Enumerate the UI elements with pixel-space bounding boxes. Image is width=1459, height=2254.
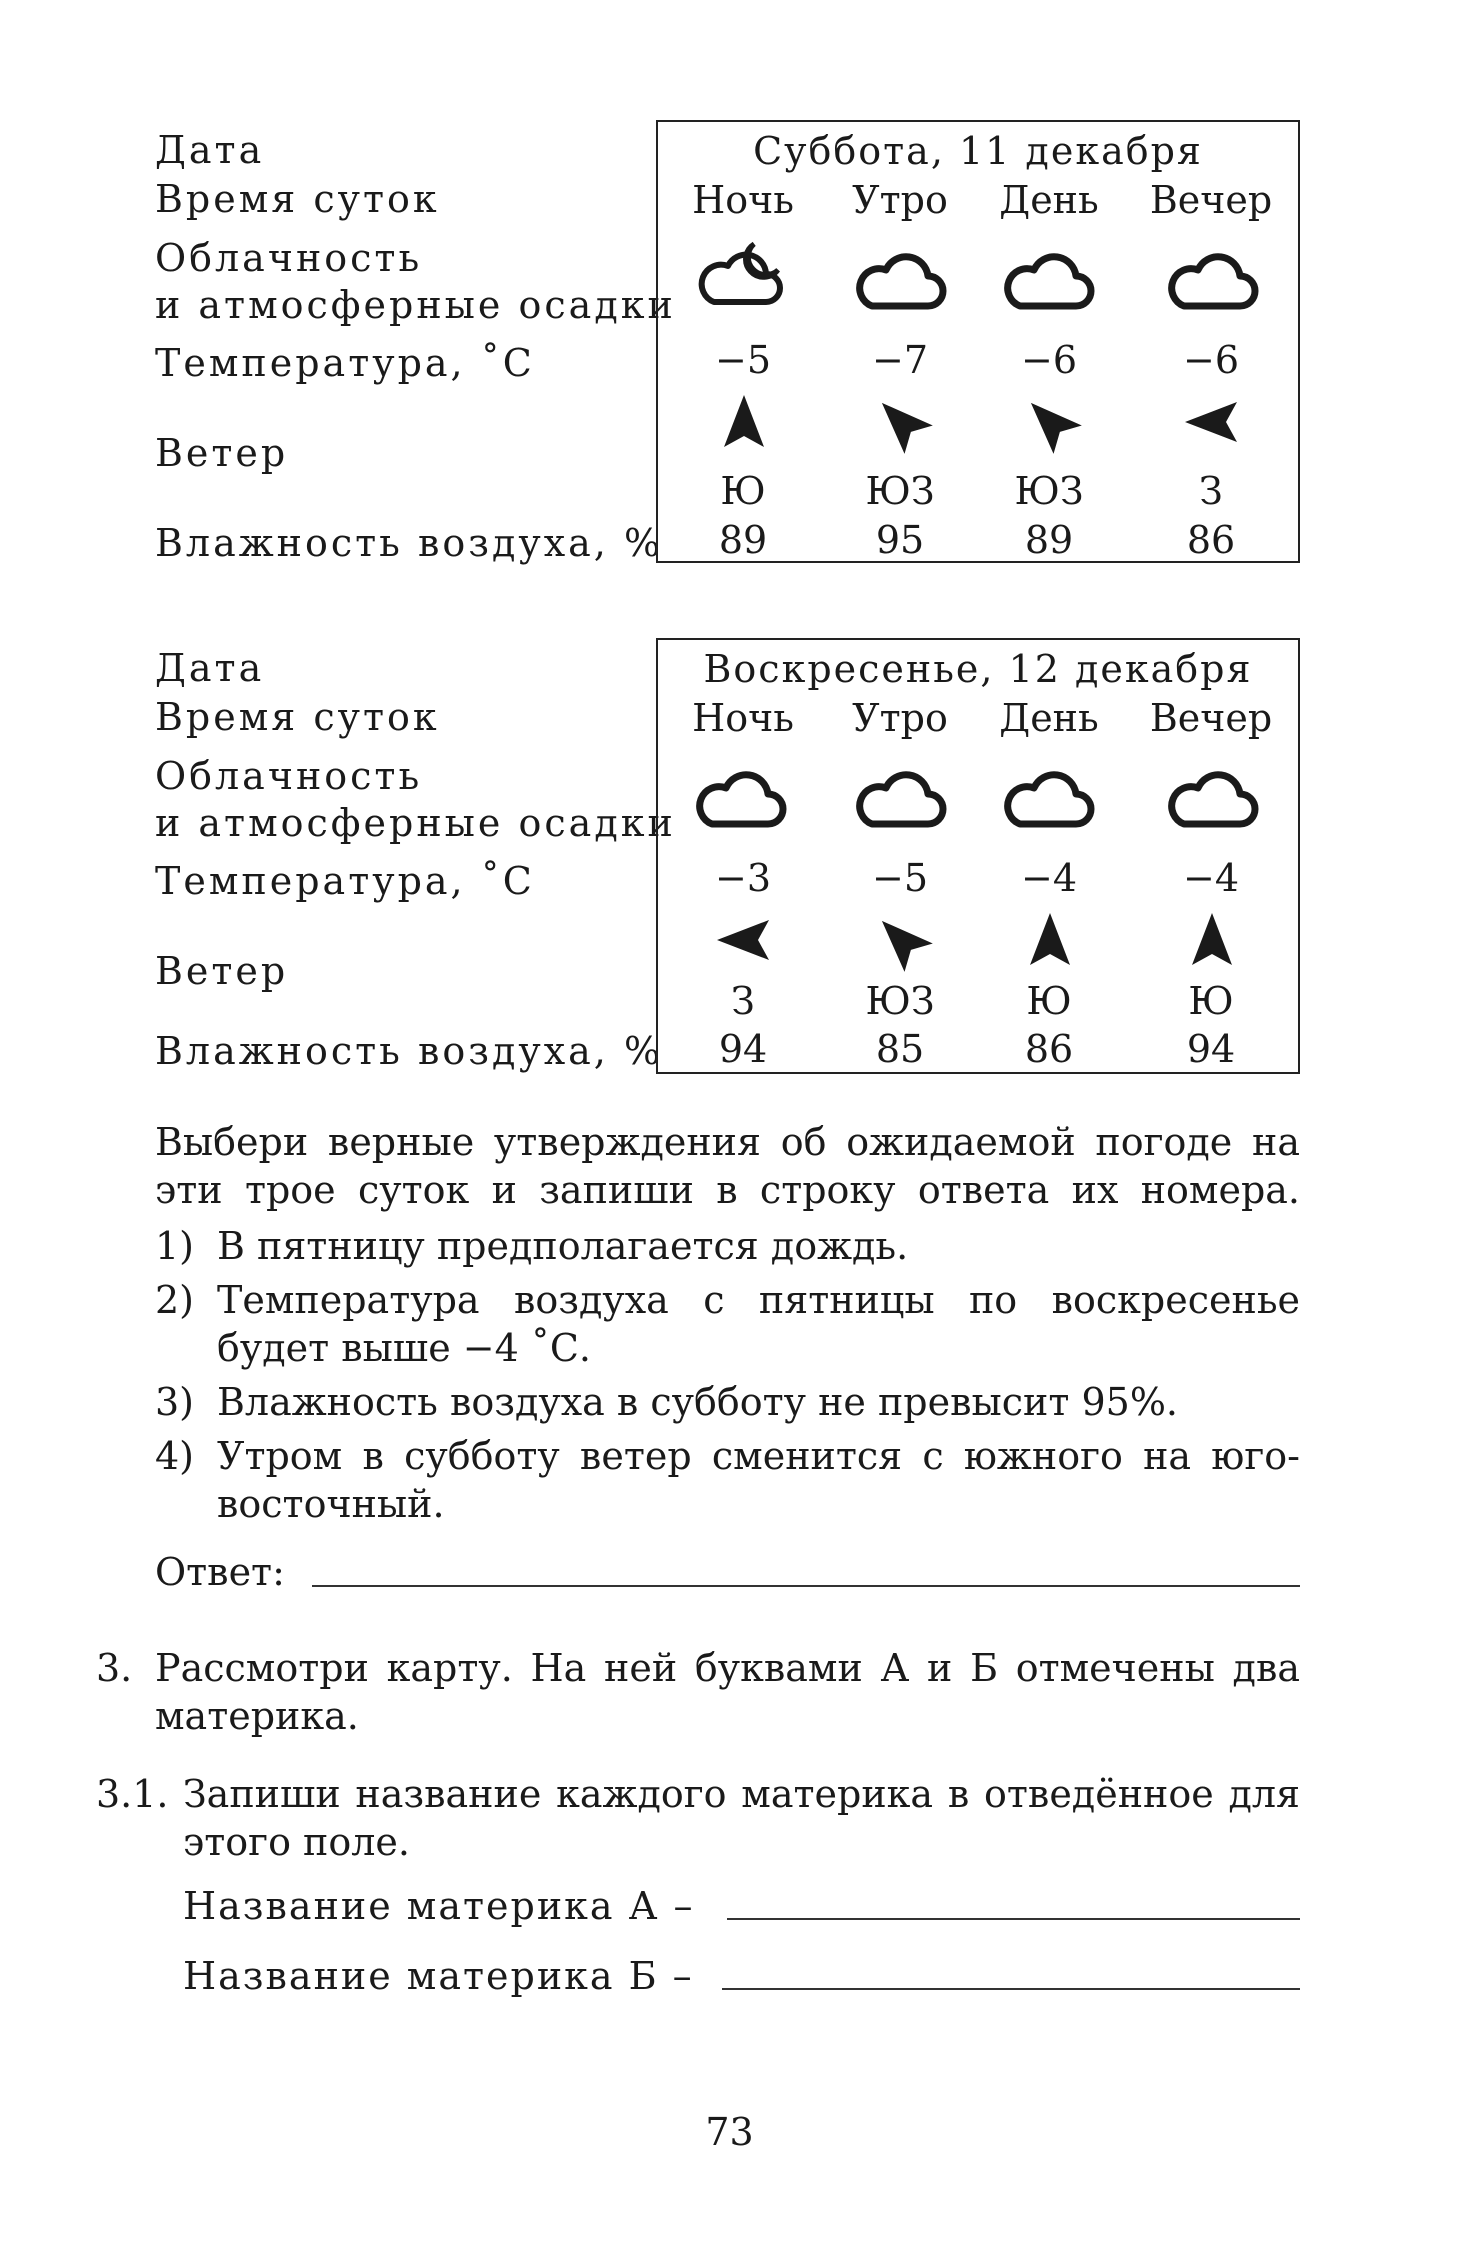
cloud-icon bbox=[696, 764, 788, 834]
humidity-evening: 86 bbox=[1186, 518, 1236, 562]
question-text: Рассмотри карту. На ней буквами А и Б отмечены два материка. bbox=[155, 1646, 1300, 1738]
wind-dir-day: ЮЗ bbox=[1014, 469, 1084, 513]
wind-dir-evening: З bbox=[1199, 469, 1223, 513]
statement-number: 4) bbox=[155, 1434, 195, 1478]
wind-dir-evening: Ю bbox=[1188, 979, 1234, 1023]
label-wind: Ветер bbox=[155, 431, 289, 475]
period-morning: Утро bbox=[852, 178, 948, 222]
temp-evening: −4 bbox=[1182, 856, 1240, 900]
humidity-morning: 85 bbox=[875, 1027, 925, 1071]
temp-night: −3 bbox=[714, 856, 772, 900]
wind-arrow-icon bbox=[1182, 392, 1242, 452]
label-cloudiness: Облачность bbox=[155, 236, 423, 280]
page-number: 73 bbox=[705, 2110, 754, 2154]
temp-day: −6 bbox=[1020, 338, 1078, 382]
wind-arrow-icon bbox=[1020, 910, 1080, 970]
humidity-day: 86 bbox=[1024, 1027, 1074, 1071]
statement-text: В пятницу предполагается дождь. bbox=[217, 1224, 909, 1268]
wind-arrow-icon bbox=[714, 910, 774, 970]
wind-arrow-icon bbox=[1008, 380, 1093, 465]
wind-dir-morning: ЮЗ bbox=[865, 469, 935, 513]
wind-dir-morning: ЮЗ bbox=[865, 979, 935, 1023]
humidity-night: 89 bbox=[718, 518, 768, 562]
statement-text: Температура воздуха с пятницы по воскресенье будет выше −4 ˚С. bbox=[217, 1278, 1300, 1370]
humidity-night: 94 bbox=[718, 1027, 768, 1071]
label-precipitation: и атмосферные осадки bbox=[155, 801, 676, 845]
temp-night: −5 bbox=[714, 338, 772, 382]
forecast-date: Воскресенье, 12 декабря bbox=[703, 647, 1253, 691]
wind-arrow-icon bbox=[859, 380, 944, 465]
temp-day: −4 bbox=[1020, 856, 1078, 900]
label-precipitation: и атмосферные осадки bbox=[155, 283, 676, 327]
period-evening: Вечер bbox=[1149, 178, 1273, 222]
temp-morning: −7 bbox=[871, 338, 929, 382]
label-temperature: Температура, ˚С bbox=[155, 859, 535, 903]
forecast-table bbox=[656, 638, 1300, 1074]
wind-arrow-icon bbox=[714, 392, 774, 452]
temp-morning: −5 bbox=[871, 856, 929, 900]
cloud-icon bbox=[1168, 764, 1260, 834]
label-wind: Ветер bbox=[155, 949, 289, 993]
period-day: День bbox=[999, 178, 1099, 222]
period-day: День bbox=[999, 696, 1099, 740]
label-time-of-day: Время суток bbox=[155, 177, 440, 221]
statement-text: Влажность воздуха в субботу не превысит 95%. bbox=[217, 1380, 1179, 1424]
label-temperature: Температура, ˚С bbox=[155, 341, 535, 385]
question-text: Запиши название каждого материка в отведённое для этого поле. bbox=[183, 1772, 1300, 1864]
cloud-icon bbox=[856, 764, 948, 834]
statement-text: Утром в субботу ветер сменится с южного на юго-восточный. bbox=[217, 1434, 1300, 1526]
cloud-icon bbox=[856, 246, 948, 316]
period-night: Ночь bbox=[692, 178, 794, 222]
cloud-icon bbox=[1168, 246, 1260, 316]
humidity-day: 89 bbox=[1024, 518, 1074, 562]
wind-dir-night: Ю bbox=[720, 469, 766, 513]
forecast-table bbox=[656, 120, 1300, 563]
humidity-evening: 94 bbox=[1186, 1027, 1236, 1071]
answer-label: Ответ: bbox=[155, 1550, 285, 1594]
period-evening: Вечер bbox=[1149, 696, 1273, 740]
period-night: Ночь bbox=[692, 696, 794, 740]
answer-field[interactable] bbox=[312, 1585, 1300, 1587]
wind-arrow-icon bbox=[859, 898, 944, 983]
forecast-block-sunday bbox=[0, 518, 1459, 1073]
label-time-of-day: Время суток bbox=[155, 695, 440, 739]
task-instruction: Выбери верные утверждения об ожидаемой погоде на эти трое суток и запиши в строку ответа их номера. bbox=[155, 1120, 1300, 1212]
cloud-icon bbox=[1004, 764, 1096, 834]
statement-number: 3) bbox=[155, 1380, 195, 1424]
label-cloudiness: Облачность bbox=[155, 754, 423, 798]
continent-b-label: Название материка Б – bbox=[183, 1954, 694, 1998]
period-morning: Утро bbox=[852, 696, 948, 740]
continent-a-field[interactable] bbox=[727, 1918, 1300, 1920]
cloud-icon bbox=[1004, 246, 1096, 316]
label-humidity: Влажность воздуха, % bbox=[155, 521, 664, 565]
forecast-block-saturday bbox=[0, 0, 1459, 565]
wind-arrow-icon bbox=[1182, 910, 1242, 970]
temp-evening: −6 bbox=[1182, 338, 1240, 382]
question-number: 3. bbox=[96, 1646, 133, 1690]
question-number: 3.1. bbox=[96, 1772, 169, 1816]
continent-a-label: Название материка А – bbox=[183, 1884, 695, 1928]
forecast-date: Суббота, 11 декабря bbox=[753, 129, 1203, 173]
label-date: Дата bbox=[155, 128, 265, 172]
continent-b-field[interactable] bbox=[722, 1988, 1300, 1990]
wind-dir-day: Ю bbox=[1026, 979, 1072, 1023]
label-date: Дата bbox=[155, 646, 265, 690]
statement-number: 2) bbox=[155, 1278, 195, 1322]
humidity-morning: 95 bbox=[875, 518, 925, 562]
statement-number: 1) bbox=[155, 1224, 195, 1268]
wind-dir-night: З bbox=[731, 979, 755, 1023]
label-humidity: Влажность воздуха, % bbox=[155, 1029, 664, 1073]
cloud-moon-icon bbox=[696, 240, 788, 310]
